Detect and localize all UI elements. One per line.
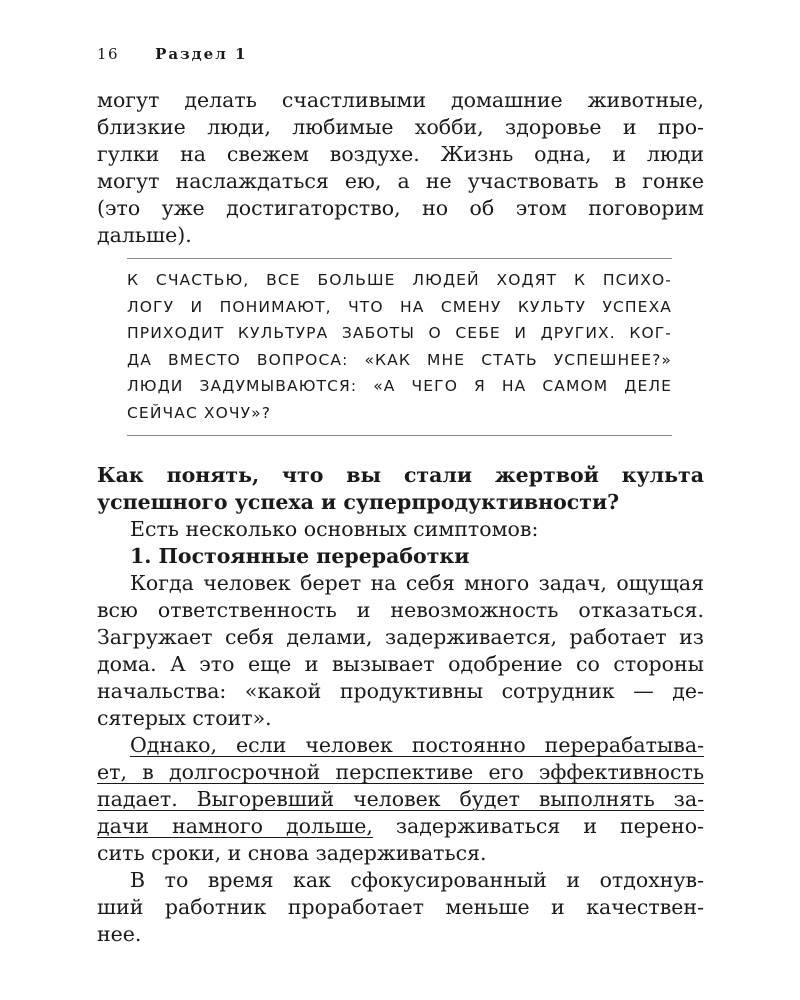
text-line: ший работник проработает меньше и качествен- [97, 895, 704, 919]
text-line: сятерых стоит». [97, 706, 272, 730]
quote-line: ПРИХОДИТ КУЛЬТУРА ЗАБОТЫ О СЕБЕ И ДРУГИХ. КОГ- [127, 324, 672, 342]
underlined-text: падает. Выгоревший человек будет выполнять за- [97, 787, 704, 811]
text-line: могут делать счастливыми домашние животные, [97, 88, 704, 112]
intro-paragraph [97, 87, 704, 249]
text-line: всю ответственность и невозможность отказаться. [97, 598, 704, 622]
text-line [97, 732, 704, 759]
quote-line: СЕЙЧАС ХОЧУ»? [127, 403, 272, 422]
section-title: Раздел 1 [155, 45, 248, 63]
body-section [97, 516, 704, 948]
text-line: В то время как сфокусированный и отдохнув- [130, 868, 704, 892]
lead-line: Есть несколько основных симптомов: [130, 517, 539, 541]
text-line [97, 759, 704, 786]
text-line: Когда человек берет на себя много задач, ощущая [130, 571, 704, 595]
heading-line: Как понять, что вы стали жертвой культа [97, 463, 704, 487]
text-line [97, 786, 704, 813]
underlined-text: дачи намного дольше, [97, 814, 373, 838]
underlined-text: Однако, если человек постоянно перерабатыва- [130, 733, 704, 757]
subheading: 1. Постоянные переработки [130, 544, 470, 568]
plain-text: задерживаться и перено- [372, 814, 704, 838]
text-line: Загружает себя делами, задерживается, работает из [97, 625, 704, 649]
quote-line: ЛОГУ И ПОНИМАЮТ, ЧТО НА СМЕНУ КУЛЬТУ УСПЕХА [127, 297, 672, 316]
text-line: нее. [97, 922, 142, 946]
heading-line: успешного успеха и суперпродуктивности? [97, 490, 620, 514]
page-number: 16 [97, 45, 120, 63]
text-line: (это уже достигаторство, но об этом поговорим [97, 196, 704, 220]
text-line: сить сроки, и снова задерживаться. [97, 841, 487, 865]
underlined-text: ет, в долгосрочной перспективе его эффективность [97, 760, 704, 784]
text-line: дома. А это еще и вызывает одобрение со стороны [97, 652, 704, 676]
text-line: дальше). [97, 223, 192, 247]
quote-line: ДА ВМЕСТО ВОПРОСА: «КАК МНЕ СТАТЬ УСПЕШНЕЕ?» [127, 350, 672, 369]
text-line: начальства: «какой продуктивны сотрудник — де- [97, 679, 704, 703]
quote-line: ЛЮДИ ЗАДУМЫВАЮТСЯ: «А ЧЕГО Я НА САМОМ ДЕЛЕ [127, 377, 672, 395]
text-line: близкие люди, любимые хобби, здоровье и про- [97, 115, 704, 139]
text-line: могут наслаждаться ею, а не участвовать в гонке [97, 169, 704, 193]
text-line [97, 813, 704, 840]
running-head [97, 45, 247, 63]
pull-quote [127, 258, 672, 436]
text-line: гулки на свежем воздухе. Жизнь одна, и люди [97, 142, 704, 166]
quote-line: К СЧАСТЬЮ, ВСЕ БОЛЬШЕ ЛЮДЕЙ ХОДЯТ К ПСИХО- [127, 271, 672, 289]
section-heading [97, 462, 704, 516]
